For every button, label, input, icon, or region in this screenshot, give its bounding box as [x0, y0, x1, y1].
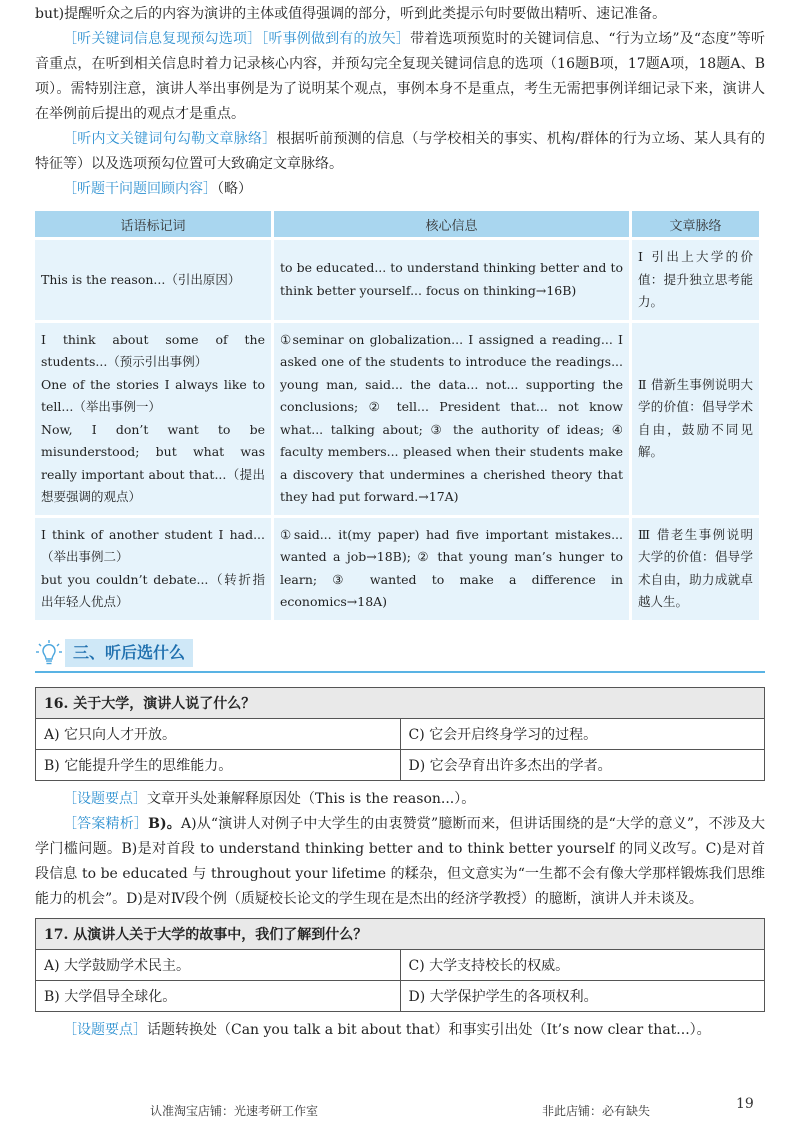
intro-line: but)提醒听众之后的内容为演讲的主体或值得强调的部分，听到此类提示句时要做出精听、速记准备。 [35, 6, 667, 22]
header-core: 核心信息 [274, 211, 629, 237]
q16-option-d[interactable]: D) 它会孕育出许多杰出的学者。 [400, 749, 765, 780]
q17-option-d[interactable]: D) 大学保护学生的各项权利。 [400, 980, 765, 1011]
page-number: 19 [736, 1096, 754, 1112]
tip-paragraph-1 [35, 27, 765, 127]
q17-point [35, 1018, 765, 1043]
core-cell: ①seminar on globalization... I assigned a reading... I asked one of the students to introduce the readings... young man, said... the data... not... supporting the conclusions; ② tell... President that... not know what... talking about; ③ the authority of ideas; ④ faculty members... pleased when their students make a discovery that undermines a cherished theory that they had put forward.→17A) [274, 323, 629, 515]
marker-line: but you couldn’t debate...（转折指出年轻人优点） [41, 571, 265, 609]
q16-answer [35, 812, 765, 912]
marker-cell [35, 518, 271, 620]
marker-cell [35, 323, 271, 515]
q16-option-a[interactable]: A) 它只向人才开放。 [36, 718, 401, 749]
question-16-stem: 16. 关于大学，演讲人说了什么？ [36, 687, 765, 718]
q17-option-c[interactable]: C) 大学支持校长的权威。 [400, 949, 765, 980]
header-marker: 话语标记词 [35, 211, 271, 237]
analysis-table [32, 208, 762, 623]
question-17-stem: 17. 从演讲人关于大学的故事中，我们了解到什么？ [36, 918, 765, 949]
page-footer [0, 1096, 800, 1120]
section-header [35, 637, 765, 673]
header-context: 文章脉络 [632, 211, 759, 237]
section-title: 三、听后选什么 [65, 639, 193, 667]
marker-line: One of the stories I always like to tell...（举出事例一） [41, 376, 265, 414]
marker-cell [35, 240, 271, 320]
q16-option-b[interactable]: B) 它能提升学生的思维能力。 [36, 749, 401, 780]
core-cell: ①said... it(my paper) had five important mistakes... wanted a job→18B); ② that young man’s hunger to learn; ③ wanted to make a difference in economics→18A) [274, 518, 629, 620]
table-row [35, 518, 759, 620]
q16-option-c[interactable]: C) 它会开启终身学习的过程。 [400, 718, 765, 749]
tip-text-2: 根据听前预测的信息（与学校相关的事实、机构/群体的行为立场、某人具有的特征等）以及选项预勾位置可大致确定文章脉络。 [35, 131, 765, 172]
marker-line: I think about some of the students...（预示引出事例） [41, 331, 265, 369]
marker-line: Now, I don’t want to be misunderstood; but what was really important about that...（提出想要强调的观点） [41, 421, 265, 504]
tip-tag-1: ［听关键词信息复现预勾选项］［听事例做到有的放矢］ [63, 31, 411, 47]
tip-paragraph-3 [35, 177, 765, 202]
q16-point-text: 文章开头处兼解释原因处（This is the reason...）。 [147, 790, 476, 807]
lightbulb-icon [35, 639, 63, 667]
q17-option-a[interactable]: A) 大学鼓励学术民主。 [36, 949, 401, 980]
core-cell: to be educated... to understand thinking better and to think better yourself... focus on thinking→16B) [274, 240, 629, 320]
context-cell: Ⅰ 引出上大学的价值：提升独立思考能力。 [632, 240, 759, 320]
table-row [35, 240, 759, 320]
tip-tag-3: ［听题干问题回顾内容］ [63, 181, 217, 197]
context-cell: Ⅱ 借新生事例说明大学的价值：倡导学术自由，鼓励不同见解。 [632, 323, 759, 515]
footer-left: 认准淘宝店铺：光速考研工作室 [150, 1104, 319, 1118]
table-row [35, 323, 759, 515]
page-content [35, 0, 765, 1043]
tip-tag-2: ［听内文关键词句勾勒文章脉络］ [63, 131, 277, 147]
tip-text-1: 带着选项预览时的关键词信息、“行为立场”及“态度”等听音重点，在听到相关信息时着力记录核心内容，并预勾完全复现关键词信息的选项（16题B项，17题A项，18题A、B项）。需特别注意，演讲人举出事例是为了说明某个观点，事例本身不是重点，考生无需把事例详细记录下来，演讲人在举例前后提出的观点才是重点。 [35, 31, 765, 122]
q16-answer-text: A)从“演讲人对例子中大学生的由衷赞赏”臆断而来，但讲话围绕的是“大学的意义”，不涉及大学门槛问题。B)是对首段 to understand thinking better and to think better yourself 的同义改写。C)是对首段信息 to be educated 与 throughout your lifetime 的糅杂，但文意实为“一生都不会有像大学那样锻炼我们思维能力的机会”。D)是对Ⅳ段个例（质疑校长论文的学生现在是杰出的经济学教授）的臆断，演讲人并未谈及。 [35, 815, 766, 907]
q16-answer-key: B)。 [148, 815, 181, 832]
q17-point-text: 话题转换处（Can you talk a bit about that）和事实引出处（It’s now clear that...）。 [147, 1021, 711, 1038]
analysis-header-row [35, 211, 759, 237]
q16-answer-tag: ［答案精析］ [63, 815, 149, 832]
tip-paragraph-2 [35, 127, 765, 177]
tip-text-3: （略） [217, 181, 252, 197]
footer-right: 非此店铺：必有缺失 [542, 1104, 651, 1118]
marker-line: This is the reason...（引出原因） [41, 271, 241, 287]
context-cell: Ⅲ 借老生事例说明大学的价值：倡导学术自由，助力成就卓越人生。 [632, 518, 759, 620]
marker-line: I think of another student I had...（举出事例二） [41, 526, 265, 564]
question-16-table [35, 687, 765, 781]
q16-point [35, 787, 765, 812]
q16-point-tag: ［设题要点］ [63, 790, 147, 807]
question-17-table [35, 918, 765, 1012]
q17-point-tag: ［设题要点］ [63, 1021, 147, 1038]
q17-option-b[interactable]: B) 大学倡导全球化。 [36, 980, 401, 1011]
